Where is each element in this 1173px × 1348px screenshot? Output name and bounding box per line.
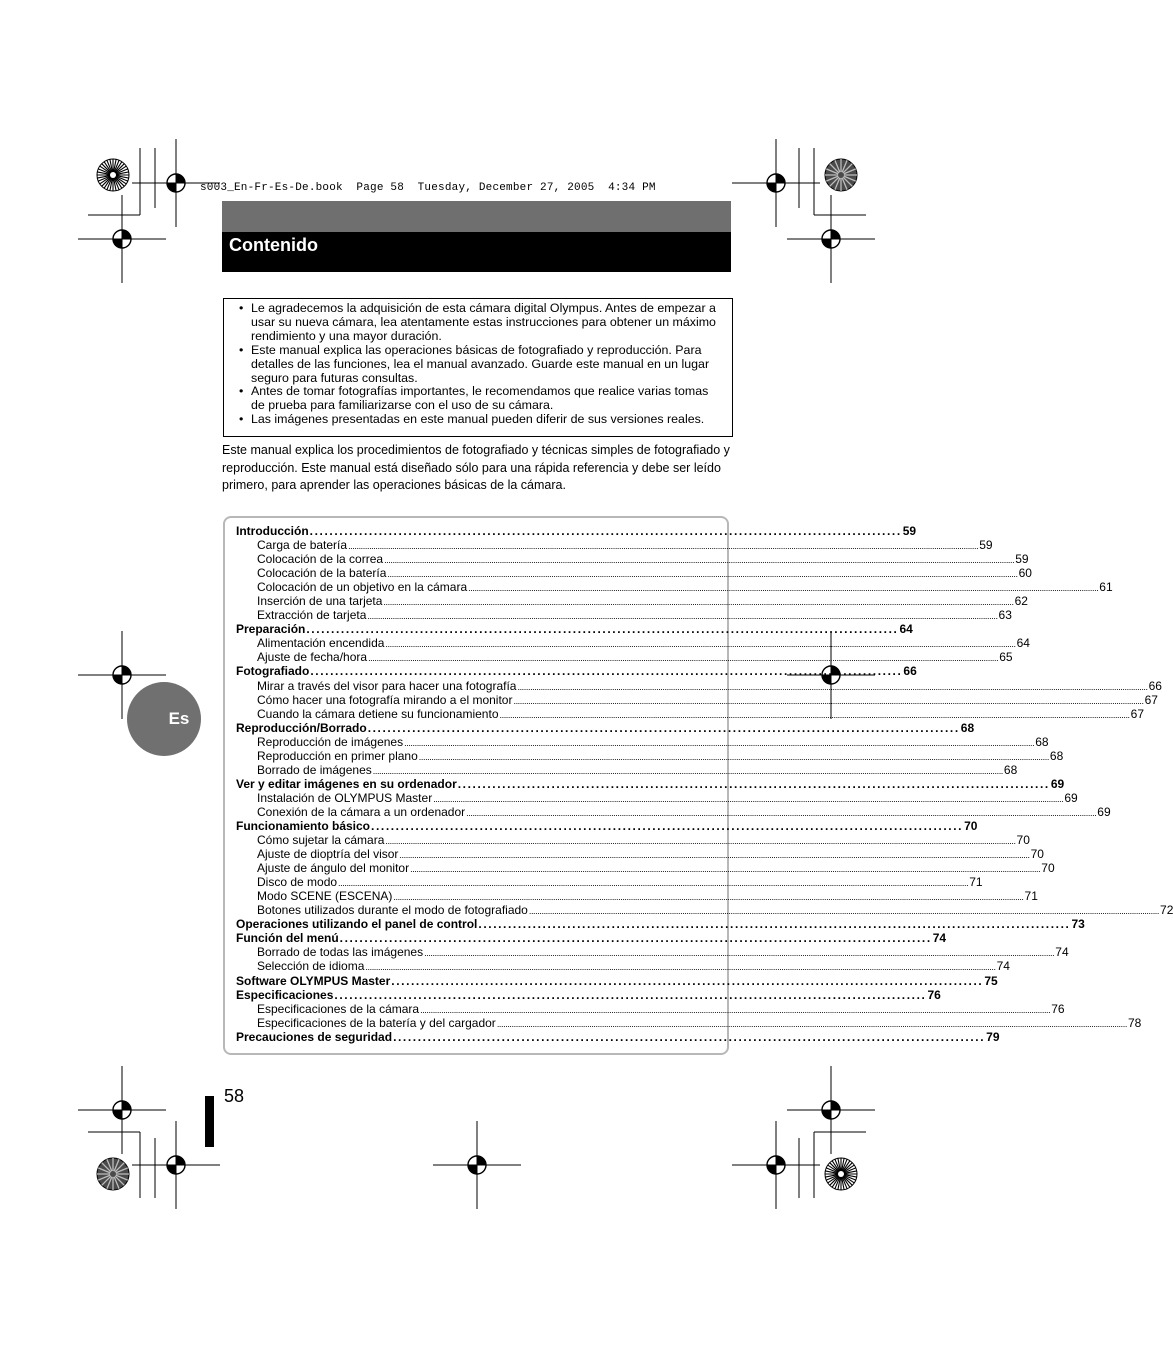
toc-entry-title: Ver y editar imágenes en su ordenador xyxy=(236,776,457,791)
toc-page-number: 66 xyxy=(903,664,917,679)
bullet-icon: • xyxy=(239,412,244,427)
toc-page-number: 74 xyxy=(1055,945,1069,960)
toc-entry-title: Operaciones utilizando el panel de control xyxy=(236,917,478,932)
toc-dot-leader: ........................................................................................................................ xyxy=(367,720,960,735)
toc-dot-leader: ............................................................................................................................................................................................................................................................................................................ xyxy=(433,793,1064,804)
toc-subsection-row[interactable] xyxy=(236,762,1018,777)
toc-page-number: 75 xyxy=(984,973,998,988)
toc-section-row[interactable] xyxy=(236,917,1085,932)
toc-entry-title: Colocación de la correa xyxy=(257,552,384,567)
toc-page-number: 72 xyxy=(1160,903,1173,918)
toc-entry-title: Función del menú xyxy=(236,931,339,946)
toc-dot-leader: ............................................................................................................................................................................................................................................................................................................ xyxy=(387,569,1018,580)
toc-section-row[interactable] xyxy=(236,524,917,538)
toc-section-row[interactable] xyxy=(236,1029,1000,1044)
toc-dot-leader: ........................................................................................................................ xyxy=(391,973,984,988)
toc-page-number: 71 xyxy=(1024,889,1038,904)
toc-entry-title: Colocación de un objetivo en la cámara xyxy=(257,580,468,595)
toc-dot-leader: ............................................................................................................................................................................................................................................................................................................ xyxy=(418,751,1049,762)
toc-page-number: 59 xyxy=(979,538,993,553)
toc-entry-title: Instalación de OLYMPUS Master xyxy=(257,790,433,805)
toc-entry-title: Cómo sujetar la cámara xyxy=(257,833,385,848)
toc-subsection-row[interactable] xyxy=(236,706,1145,721)
toc-page-number: 67 xyxy=(1144,692,1158,707)
toc-dot-leader: ............................................................................................................................................................................................................................................................................................................ xyxy=(367,611,998,622)
page-number-bar xyxy=(205,1096,214,1147)
toc-dot-leader: ............................................................................................................................................................................................................................................................................................................ xyxy=(420,1004,1051,1015)
intro-bullet: • Antes de tomar fotografías importantes, le recomendamos que realice varias tomas de prueba para familiarizarse con el uso de su cámara. xyxy=(239,384,709,413)
toc-page-number: 64 xyxy=(899,622,913,637)
toc-page-number: 76 xyxy=(927,987,941,1002)
toc-entry-title: Modo SCENE (ESCENA) xyxy=(257,889,393,904)
toc-page-number: 70 xyxy=(1016,833,1030,848)
intro-bullet-list xyxy=(239,302,722,427)
toc-page-number: 68 xyxy=(1049,748,1064,763)
toc-subsection-row[interactable] xyxy=(236,861,1055,876)
toc-section-row[interactable] xyxy=(236,973,998,988)
manual-description: Este manual explica los procedimientos de fotografiado y técnicas simples de fotografiado y reproducción. Este manual está diseñado sólo para una rápida referencia y debe ser leído primero, para aprender las operaciones básicas de la cámara. xyxy=(222,443,730,492)
toc-page-number: 64 xyxy=(1016,636,1030,651)
toc-entry-title: Selección de idioma xyxy=(257,959,365,974)
toc-page-number: 70 xyxy=(1041,861,1055,876)
intro-bullet: • Las imágenes presentadas en este manual pueden diferir de sus versiones reales. xyxy=(239,412,705,427)
toc-entry-title: Funcionamiento básico xyxy=(236,818,371,833)
toc-page-number: 79 xyxy=(986,1029,1000,1044)
toc-section-row[interactable] xyxy=(236,664,917,679)
toc-dot-leader: ............................................................................................................................................................................................................................................................................................................ xyxy=(385,836,1016,847)
toc-dot-leader: ............................................................................................................................................................................................................................................................................................................ xyxy=(517,681,1148,692)
toc-section-row[interactable] xyxy=(236,931,947,946)
toc-dot-leader: ............................................................................................................................................................................................................................................................................................................ xyxy=(528,906,1160,917)
toc-entry-title: Borrado de imágenes xyxy=(257,762,372,777)
toc-entry-title: Botones utilizados durante el modo de fotografiado xyxy=(257,903,528,918)
toc-subsection-row[interactable] xyxy=(236,594,1028,609)
toc-page-number: 63 xyxy=(998,608,1012,623)
toc-dot-leader: ............................................................................................................................................................................................................................................................................................................ xyxy=(499,709,1130,720)
toc-dot-leader: ............................................................................................................................................................................................................................................................................................................ xyxy=(338,878,969,889)
toc-entry-title: Ajuste de dioptría del visor xyxy=(257,847,399,862)
title-band-gray xyxy=(222,201,731,232)
toc-entry-title: Precauciones de seguridad xyxy=(236,1029,393,1044)
toc-page-number: 68 xyxy=(960,720,975,735)
toc-dot-leader: ............................................................................................................................................................................................................................................................................................................ xyxy=(365,962,996,973)
toc-page-number: 69 xyxy=(1097,804,1111,819)
toc-subsection-row[interactable] xyxy=(236,959,1010,974)
print-slug-line: s003_En-Fr-Es-De.book Page 58 Tuesday, December 27, 2005 4:34 PM xyxy=(200,182,656,194)
toc-section-row[interactable] xyxy=(236,776,1065,791)
toc-entry-title: Reproducción en primer plano xyxy=(257,748,418,763)
toc-page-number: 69 xyxy=(1050,776,1065,791)
toc-entry-title: Cuando la cámara detiene su funcionamiento xyxy=(257,706,499,721)
toc-page-number: 59 xyxy=(902,524,917,538)
toc-page-number: 71 xyxy=(969,875,983,890)
intro-notice-box xyxy=(223,298,733,437)
toc-page-number: 68 xyxy=(1003,762,1018,777)
toc-page-number: 70 xyxy=(1030,847,1044,862)
toc-subsection-row[interactable] xyxy=(236,692,1158,707)
toc-page-number: 61 xyxy=(1099,580,1113,595)
toc-subsection-row[interactable] xyxy=(236,636,1030,651)
toc-subsection-row[interactable] xyxy=(236,734,1049,749)
toc-page-number: 70 xyxy=(964,818,978,833)
table-of-contents xyxy=(223,516,1173,1055)
toc-page-number: 66 xyxy=(1148,678,1162,693)
title-bar xyxy=(222,232,731,272)
bullet-icon: • xyxy=(239,342,244,357)
toc-entry-title: Fotografiado xyxy=(236,664,310,679)
toc-dot-leader: ............................................................................................................................................................................................................................................................................................................ xyxy=(496,1018,1127,1029)
toc-entry-title: Cómo hacer una fotografía mirando a el monitor xyxy=(257,692,513,707)
toc-dot-leader: ............................................................................................................................................................................................................................................................................................................ xyxy=(410,864,1041,875)
toc-page-number: 59 xyxy=(1015,552,1029,567)
toc-entry-title: Extracción de tarjeta xyxy=(257,608,367,623)
toc-dot-leader: ............................................................................................................................................................................................................................................................................................................ xyxy=(372,765,1003,776)
toc-subsection-row[interactable] xyxy=(236,804,1111,819)
toc-entry-title: Reproducción/Borrado xyxy=(236,720,367,735)
toc-section-row[interactable] xyxy=(236,622,913,637)
toc-entry-title: Preparación xyxy=(236,622,306,637)
toc-subsection-row[interactable] xyxy=(236,790,1078,805)
intro-bullet: • Este manual explica las operaciones básicas de fotografiado y reproducción. Para detalles de las funciones, lea el manual avanzado. Guarde este manual en un lugar seguro para futuras consultas. xyxy=(239,342,710,385)
toc-dot-leader: ........................................................................................................................ xyxy=(310,664,903,679)
toc-dot-leader: ............................................................................................................................................................................................................................................................................................................ xyxy=(383,597,1014,608)
toc-section-row[interactable] xyxy=(236,818,978,833)
toc-dot-leader: ............................................................................................................................................................................................................................................................................................................ xyxy=(404,737,1035,748)
toc-dot-leader: ........................................................................................................................ xyxy=(334,987,927,1002)
toc-entry-title: Especificaciones de la batería y del cargador xyxy=(257,1015,496,1030)
intro-bullet: • Le agradecemos la adquisición de esta cámara digital Olympus. Antes de empezar a usar su nueva cámara, lea atentamente estas instrucciones para obtener un máximo rendimiento y una mayor duración. xyxy=(239,301,716,343)
toc-subsection-row[interactable] xyxy=(236,889,1038,904)
toc-section-row[interactable] xyxy=(236,720,975,735)
toc-dot-leader: ............................................................................................................................................................................................................................................................................................................ xyxy=(399,850,1030,861)
toc-subsection-row[interactable] xyxy=(236,1015,1142,1030)
toc-subsection-row[interactable] xyxy=(236,903,1173,918)
toc-subsection-row[interactable] xyxy=(236,1001,1065,1016)
toc-page-number: 68 xyxy=(1035,734,1049,749)
toc-section-row[interactable] xyxy=(236,987,941,1002)
toc-subsection-row[interactable] xyxy=(236,748,1064,763)
toc-page-number: 76 xyxy=(1051,1001,1065,1016)
toc-page-number: 65 xyxy=(999,650,1013,665)
toc-page-number: 73 xyxy=(1071,917,1085,932)
toc-dot-leader: ............................................................................................................................................................................................................................................................................................................ xyxy=(466,807,1097,818)
toc-subsection-row[interactable] xyxy=(236,847,1044,862)
toc-entry-title: Colocación de la batería xyxy=(257,566,387,581)
toc-subsection-row[interactable] xyxy=(236,650,1013,665)
toc-subsection-row[interactable] xyxy=(236,580,1113,595)
toc-entry-title: Introducción xyxy=(236,524,309,538)
toc-dot-leader: ........................................................................................................................ xyxy=(393,1029,986,1044)
toc-dot-leader: ............................................................................................................................................................................................................................................................................................................ xyxy=(393,892,1024,903)
toc-dot-leader: ............................................................................................................................................................................................................................................................................................................ xyxy=(385,639,1016,650)
toc-dot-leader: ........................................................................................................................ xyxy=(309,524,902,538)
toc-entry-title: Ajuste de fecha/hora xyxy=(257,650,368,665)
toc-dot-leader: ........................................................................................................................ xyxy=(478,917,1071,932)
language-tab xyxy=(127,682,201,756)
toc-entry-title: Ajuste de ángulo del monitor xyxy=(257,861,410,876)
bullet-icon: • xyxy=(239,384,244,399)
toc-subsection-row[interactable] xyxy=(236,678,1162,693)
page-title: Contenido xyxy=(229,235,318,255)
toc-subsection-row[interactable] xyxy=(236,608,1012,623)
toc-subsection-row[interactable] xyxy=(236,945,1069,960)
toc-entry-title: Alimentación encendida xyxy=(257,636,385,651)
toc-entry-title: Mirar a través del visor para hacer una fotografía xyxy=(257,678,517,693)
toc-dot-leader: ........................................................................................................................ xyxy=(339,931,932,946)
toc-entry-title: Carga de batería xyxy=(257,538,348,553)
toc-subsection-row[interactable] xyxy=(236,538,993,553)
toc-page-number: 74 xyxy=(996,959,1010,974)
toc-entry-title: Disco de modo xyxy=(257,875,338,890)
toc-dot-leader: ............................................................................................................................................................................................................................................................................................................ xyxy=(384,555,1015,566)
toc-subsection-row[interactable] xyxy=(236,566,1032,581)
toc-entry-title: Software OLYMPUS Master xyxy=(236,973,391,988)
toc-page-number: 62 xyxy=(1014,594,1028,609)
toc-subsection-row[interactable] xyxy=(236,833,1030,848)
language-tab-label: Es xyxy=(168,709,190,728)
bullet-icon: • xyxy=(239,301,244,315)
toc-subsection-row[interactable] xyxy=(236,875,983,890)
toc-dot-leader: ............................................................................................................................................................................................................................................................................................................ xyxy=(348,541,979,552)
toc-subsection-row[interactable] xyxy=(236,552,1029,567)
toc-list xyxy=(236,524,1173,1044)
toc-dot-leader: ........................................................................................................................ xyxy=(306,622,899,637)
toc-dot-leader: ............................................................................................................................................................................................................................................................................................................ xyxy=(468,583,1099,594)
toc-page-number: 60 xyxy=(1018,566,1032,581)
toc-dot-leader: ........................................................................................................................ xyxy=(371,818,964,833)
toc-entry-title: Especificaciones de la cámara xyxy=(257,1001,420,1016)
toc-entry-title: Reproducción de imágenes xyxy=(257,734,404,749)
toc-entry-title: Especificaciones xyxy=(236,987,334,1002)
toc-page-number: 67 xyxy=(1130,706,1145,721)
toc-dot-leader: ............................................................................................................................................................................................................................................................................................................ xyxy=(368,653,999,664)
toc-entry-title: Borrado de todas las imágenes xyxy=(257,945,424,960)
toc-page-number: 78 xyxy=(1127,1015,1142,1030)
toc-page-number: 74 xyxy=(932,931,947,946)
toc-dot-leader: ............................................................................................................................................................................................................................................................................................................ xyxy=(513,695,1144,706)
toc-page-number: 69 xyxy=(1064,790,1078,805)
toc-dot-leader: ........................................................................................................................ xyxy=(457,776,1050,791)
page-number: 58 xyxy=(224,1086,245,1106)
toc-entry-title: Inserción de una tarjeta xyxy=(257,594,383,609)
toc-dot-leader: ............................................................................................................................................................................................................................................................................................................ xyxy=(424,948,1055,959)
toc-entry-title: Conexión de la cámara a un ordenador xyxy=(257,804,466,819)
